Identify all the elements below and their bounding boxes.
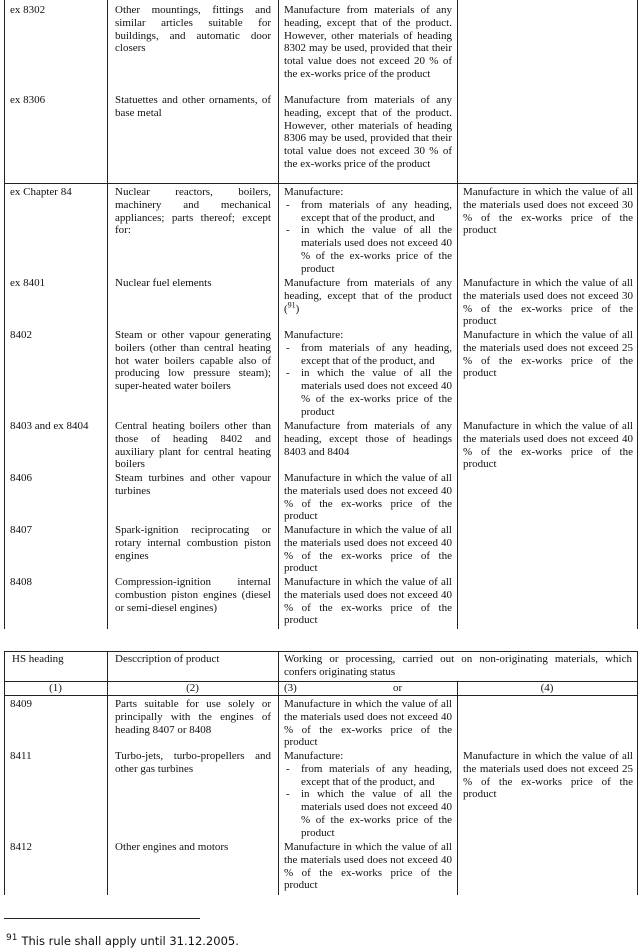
header-hs-heading: HS heading — [12, 653, 64, 665]
working-processing-rule — [284, 420, 452, 458]
hs-heading: 8407 — [10, 524, 32, 536]
bullet-dash: - — [286, 788, 290, 801]
working-processing-rule — [284, 186, 452, 276]
bullet-text: from materials of any heading, except that of the product, and — [301, 762, 452, 788]
col-number-4: (4) — [540, 682, 554, 694]
working-processing-rule — [284, 576, 452, 627]
bullet-text: in which the value of all the materials used does not exceed 40 % of the ex-works price of the product — [301, 224, 452, 275]
footnote-number: 91 — [6, 933, 18, 943]
footnote-reference: 91 — [287, 299, 296, 309]
bullet-dash: - — [286, 198, 290, 211]
row-divider — [4, 183, 638, 184]
rule-text: Manufacture: — [284, 750, 344, 762]
row-divider — [4, 651, 638, 652]
working-processing-rule: Manufacture from materials of any heading, except that of the product ($^{91}$) — [284, 277, 452, 315]
rule-bullet — [284, 367, 452, 418]
working-processing-rule — [284, 750, 452, 840]
table-border — [637, 651, 638, 895]
bullet-text: from materials of any heading, except that of the product, and — [301, 198, 452, 224]
hs-heading: 8406 — [10, 472, 32, 484]
rule-text: Manufacture in which the value of all the materials used does not exceed 40 % of the ex-works price of the product — [284, 472, 452, 523]
rule-bullet — [284, 788, 452, 839]
col-number-1: (1) — [49, 682, 62, 694]
bullet-text: from materials of any heading, except that of the product, and — [301, 341, 452, 367]
rule-bullet — [284, 763, 452, 789]
hs-heading: 8402 — [10, 329, 32, 341]
hs-heading: ex Chapter 84 — [10, 186, 72, 198]
rule-text: Manufacture from materials of any heading, except that of the product. However, other materials of heading 8306 may be used, provided that their total value does not exceed 30 % of the ex-works price of the product — [284, 94, 452, 170]
footnote-text: This rule shall apply until 31.12.2005. — [21, 933, 239, 948]
product-description: Nuclear reactors, boilers, machinery and mechanical appliances; parts thereof; except for: — [115, 186, 271, 237]
rule-text: Manufacture from materials of any heading, except that of the product. However, other materials of heading 8302 may be used, provided that their total value does not exceed 20 % of the ex-works price of the product — [284, 4, 452, 80]
rule-bullet — [284, 199, 452, 225]
product-description: Other engines and motors — [115, 841, 229, 853]
product-description: Spark-ignition reciprocating or rotary internal combustion piston engines — [115, 524, 271, 562]
product-description: Central heating boilers other than those of heading 8402 and auxiliary plant for central heating boilers — [115, 420, 271, 471]
working-processing-rule — [284, 94, 452, 171]
hs-heading: 8403 and ex 8404 — [10, 420, 89, 432]
product-description: Parts suitable for use solely or principally with the engines of heading 8407 or 8408 — [115, 698, 271, 736]
table-border — [637, 0, 638, 629]
col-or: or — [393, 682, 403, 694]
rule-text: Manufacture: — [284, 186, 344, 198]
product-description: Statuettes and other ornaments, of base metal — [115, 94, 271, 119]
rule-text: Manufacture from materials of any heading, except that of the product — [284, 277, 452, 302]
alternative-rule: Manufacture in which the value of all the materials used does not exceed 30 % of the ex-works price of the product — [463, 277, 633, 328]
product-description: Other mountings, fittings and similar articles suitable for buildings, and automatic door closers — [115, 4, 271, 55]
bullet-dash: - — [286, 762, 290, 775]
hs-heading: 8412 — [10, 841, 32, 853]
table-border — [457, 681, 458, 895]
product-description: Compression-ignition internal combustion piston engines (diesel or semi-diesel engines) — [115, 576, 271, 614]
product-description: Nuclear fuel elements — [115, 277, 212, 289]
rule-bullet — [284, 342, 452, 368]
footnote-rule — [4, 918, 200, 919]
rule-text: Manufacture in which the value of all the materials used does not exceed 40 % of the ex-works price of the product — [284, 698, 452, 749]
table-border — [4, 0, 5, 629]
product-description: Turbo-jets, turbo-propellers and other gas turbines — [115, 750, 271, 775]
rule-text: Manufacture in which the value of all the materials used does not exceed 40 % of the ex-works price of the product — [284, 576, 452, 627]
header-description: Desccription of product — [115, 653, 220, 665]
hs-heading: 8409 — [10, 698, 32, 710]
header-working: Working or processing, carried out on non-originating materials, which confers originating status — [284, 653, 632, 678]
working-processing-rule — [284, 329, 452, 419]
rule-text: Manufacture: — [284, 329, 344, 341]
col-number-2: (2) — [186, 682, 199, 694]
working-processing-rule — [284, 472, 452, 523]
footnote — [6, 932, 239, 948]
col-number-3: (3) — [284, 682, 297, 694]
rule-text: Manufacture in which the value of all the materials used does not exceed 40 % of the ex-works price of the product — [284, 524, 452, 575]
table-border — [278, 0, 279, 629]
alternative-rule: Manufacture in which the value of all the materials used does not exceed 25 % of the ex-works price of the product — [463, 750, 633, 801]
working-processing-rule — [284, 698, 452, 749]
alternative-rule: Manufacture in which the value of all the materials used does not exceed 25 % of the ex-works price of the product — [463, 329, 633, 380]
working-processing-rule — [284, 4, 452, 81]
bullet-dash: - — [286, 224, 290, 237]
alternative-rule: Manufacture in which the value of all the materials used does not exceed 30 % of the ex-works price of the product — [463, 186, 633, 237]
working-processing-rule — [284, 524, 452, 575]
hs-heading: ex 8306 — [10, 94, 46, 106]
rule-text: Manufacture in which the value of all the materials used does not exceed 40 % of the ex-works price of the product — [284, 841, 452, 892]
hs-heading: 8408 — [10, 576, 32, 588]
working-processing-rule — [284, 841, 452, 892]
table-border — [107, 0, 108, 629]
alternative-rule: Manufacture in which the value of all the materials used does not exceed 40 % of the ex-works price of the product — [463, 420, 633, 471]
product-description: Steam or other vapour generating boilers (other than central heating hot water boilers capable also of producing low pressure steam); super-heated water boilers — [115, 329, 271, 393]
row-divider — [4, 695, 638, 696]
bullet-text: in which the value of all the materials used does not exceed 40 % of the ex-works price of the product — [301, 367, 452, 418]
hs-heading: 8411 — [10, 750, 32, 762]
rule-text: Manufacture from materials of any heading, except those of headings 8403 and 8404 — [284, 420, 452, 458]
hs-heading: ex 8302 — [10, 4, 46, 16]
bullet-dash: - — [286, 367, 290, 380]
bullet-text: in which the value of all the materials used does not exceed 40 % of the ex-works price of the product — [301, 788, 452, 839]
table-border — [278, 651, 279, 895]
table-border — [457, 0, 458, 629]
rule-bullet — [284, 224, 452, 275]
hs-heading: ex 8401 — [10, 277, 46, 289]
bullet-dash: - — [286, 341, 290, 354]
product-description: Steam turbines and other vapour turbines — [115, 472, 271, 497]
